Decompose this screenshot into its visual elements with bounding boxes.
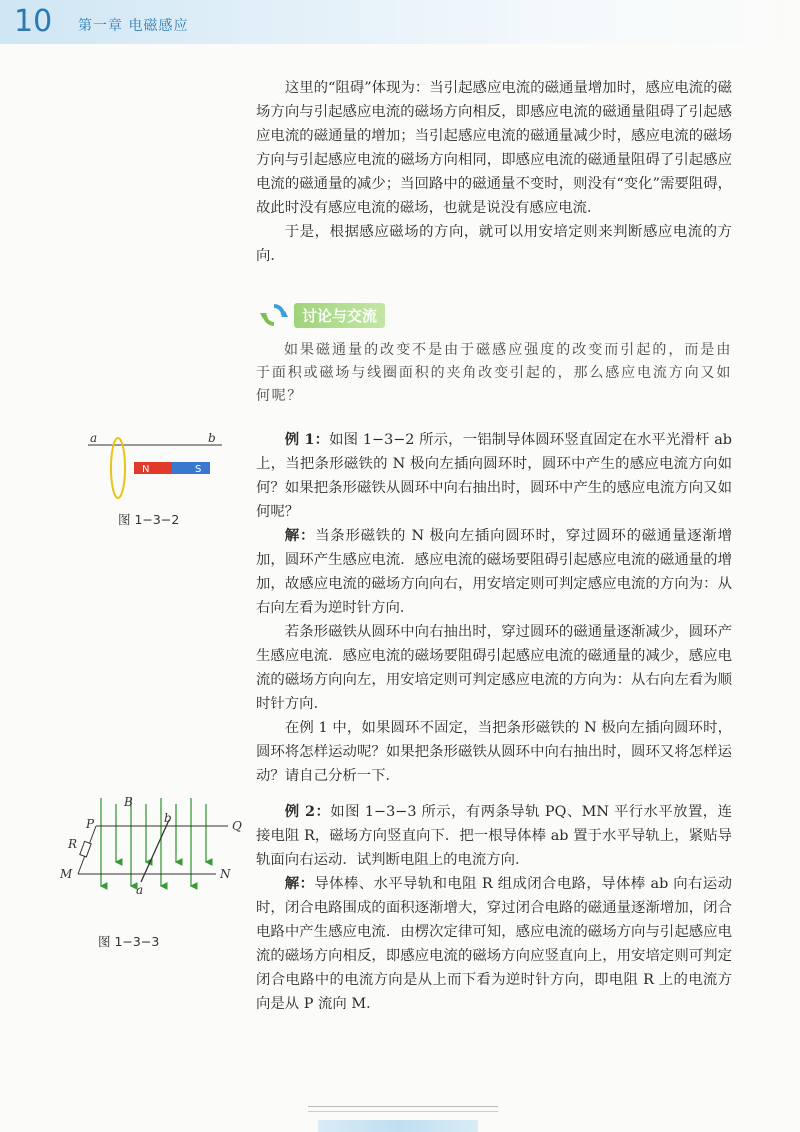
figure-1-3-3-caption: 图 1−3−3 xyxy=(98,934,160,949)
example-2-solution-label: 解： xyxy=(284,875,315,892)
example-1-solution-label: 解： xyxy=(284,527,316,544)
example-1-paragraph-3: 在例 1 中，如果圆环不固定，当把条形磁铁的 N 极向左插向圆环时，圆环将怎样运动呢？如果把条形磁铁从圆环中向右抽出时，圆环又将怎样运动？请自己分析一下． xyxy=(256,720,732,784)
example-1-label: 例 1： xyxy=(284,431,330,448)
label-b: b xyxy=(208,431,216,445)
resistor-r xyxy=(80,841,91,857)
magnet-south xyxy=(172,462,210,474)
example-1-question-text: 如图 1−3−2 所示，一铝制导体圆环竖直固定在水平光滑杆 ab 上，当把条形磁铁的 N 极向左插向圆环时，圆环中产生的感应电流方向如何？如果把条形磁铁从圆环中向右抽出时，圆环中产生的感应电流方向又如何呢？ xyxy=(256,432,732,520)
intro-paragraph-2: 于是，根据感应磁场的方向，就可以用安培定则来判断感应电流的方向． xyxy=(256,224,732,264)
label-M: M xyxy=(60,867,73,881)
aluminum-ring xyxy=(111,438,125,498)
conductor-rod-ab xyxy=(141,820,169,882)
label-Q: Q xyxy=(232,819,242,833)
label-a: a xyxy=(136,883,144,897)
magnetic-field-lines xyxy=(101,798,206,886)
figure-1-3-2 xyxy=(80,430,230,502)
figure-1-3-2-caption: 图 1−3−2 xyxy=(118,512,180,527)
example-1-solution xyxy=(256,524,732,620)
discussion-text: 如果磁通量的改变不是由于磁感应强度的改变而引起的，而是由于面积或磁场与线圈面积的夹角改变引起的，那么感应电流方向又如何呢？ xyxy=(256,342,732,404)
footer-bar xyxy=(318,1120,478,1132)
label-R: R xyxy=(68,837,78,851)
label-b: b xyxy=(164,811,172,825)
label-P: P xyxy=(86,817,95,831)
example-2-label: 例 2： xyxy=(284,803,331,820)
example-1-paragraph-2: 若条形磁铁从圆环中向右抽出时，穿过圆环的磁通量逐渐减少，圆环产生感应电流．感应电流的磁场要阻碍引起感应电流的磁通量的减少，感应电流的磁场方向向左，用安培定则可判定感应电流的方向为：从右向左看为顺时针方向． xyxy=(256,624,732,712)
label-N: N xyxy=(220,867,231,881)
label-a: a xyxy=(90,431,98,445)
magnet-north xyxy=(134,462,172,474)
example-2-solution xyxy=(256,872,732,1016)
example-2-solution-text: 导体棒、水平导轨和电阻 R 组成闭合电路，导体棒 ab 向右运动时，闭合电路围成的面积逐渐增大，穿过闭合电路的磁通量逐渐增加，闭合电路中产生感应电流．由楞次定律可知，感应电流的磁场方向与引起感应电流的磁场方向相反，即感应电流的磁场方向应竖直向上，用安培定则可判定闭合电路中的电流方向是从上而下看为逆时针方向，即电阻 R 上的电流方向是从 P 流向 M． xyxy=(256,876,732,1012)
discussion-body xyxy=(256,339,732,408)
example-2 xyxy=(256,800,732,1016)
page-number: 10 xyxy=(14,4,53,39)
intro-text xyxy=(256,76,732,268)
figure-1-3-3 xyxy=(56,790,246,900)
example-1 xyxy=(256,428,732,788)
example-1-question xyxy=(256,428,732,524)
chapter-title: 第一章 电磁感应 xyxy=(78,18,189,34)
example-2-question-text: 如图 1−3−3 所示，有两条导轨 PQ、MN 平行水平放置，连接电阻 R，磁场方向竖直向下．把一根导体棒 ab 置于水平导轨上，紧贴导轨面向右运动．试判断电阻上的电流方向． xyxy=(256,804,732,868)
intro-paragraph-1: 这里的“阻碍”体现为：当引起感应电流的磁通量增加时，感应电流的磁场方向与引起感应电流的磁场方向相反，即感应电流的磁通量阻碍了引起感应电流的磁通量的增加；当引起感应电流的磁通量减少时，感应电流的磁场方向与引起感应电流的磁场方向相同，即感应电流的磁通量阻碍了引起感应电流的磁通量的减少；当回路中的磁通量不变时，则没有“变化”需要阻碍，故此时没有感应电流的磁场，也就是说没有感应电流． xyxy=(256,80,732,216)
magnet-s-label: S xyxy=(195,464,202,475)
discussion-heading xyxy=(260,300,385,330)
footer-divider xyxy=(308,1106,498,1112)
example-2-question xyxy=(256,800,732,872)
magnet-n-label: N xyxy=(142,464,150,475)
label-B: B xyxy=(124,795,133,809)
discussion-title: 讨论与交流 xyxy=(294,303,385,328)
example-1-solution-text: 当条形磁铁的 N 极向左插向圆环时，穿过圆环的磁通量逐渐增加，圆环产生感应电流．感应电流的磁场要阻碍引起感应电流的磁通量的增加，故感应电流的磁场方向向右，用安培定则可判定感应电流的方向为：从右向左看为逆时针方向． xyxy=(256,528,732,616)
recycle-arrows-icon xyxy=(260,301,288,329)
